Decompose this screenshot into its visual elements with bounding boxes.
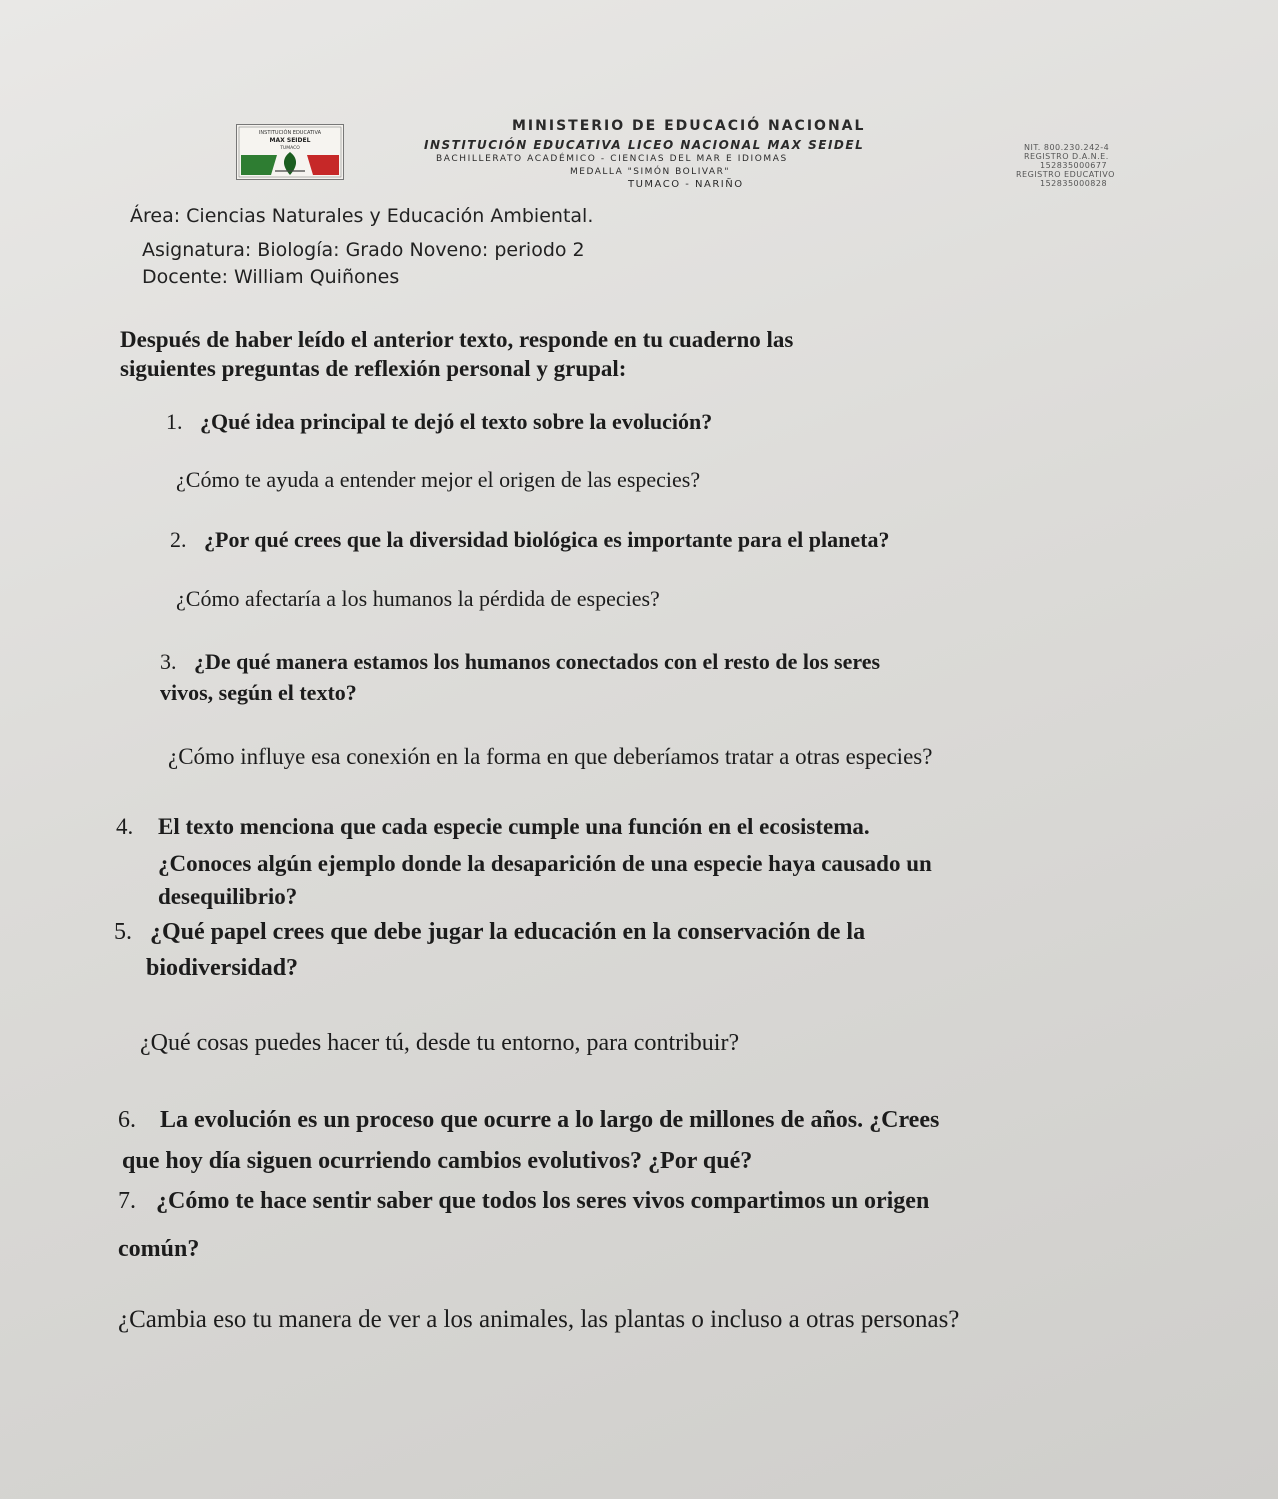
- question-3-text-line-1: ¿De qué manera estamos los humanos conectados con el resto de los seres: [194, 649, 881, 674]
- question-5-followup: ¿Qué cosas puedes hacer tú, desde tu entorno, para contribuir?: [140, 1030, 740, 1056]
- question-5-text-line-1: ¿Qué papel crees que debe jugar la educación en la conservación de la: [150, 919, 866, 945]
- area-line: Área: Ciencias Naturales y Educación Ambiental.: [130, 205, 594, 227]
- question-2-followup: ¿Cómo afectaría a los humanos la pérdida de especies?: [176, 586, 660, 611]
- header-educativo-number: 152835000828: [1040, 179, 1108, 188]
- logo-name-text: MAX SEIDEL: [269, 137, 311, 144]
- question-4-text-line-3: desequilibrio?: [158, 884, 298, 909]
- header-program: BACHILLERATO ACADÉMICO - CIENCIAS DEL MAR E IDIOMAS: [436, 154, 788, 164]
- question-1-number: 1.: [166, 409, 183, 434]
- question-3-followup: ¿Cómo influye esa conexión en la forma en que deberíamos tratar a otras especies?: [168, 744, 933, 769]
- question-7-number: 7.: [118, 1188, 136, 1214]
- question-2-number: 2.: [170, 527, 187, 552]
- header-ministry: MINISTERIO DE EDUCACIÓ NACIONAL: [512, 118, 866, 134]
- question-3-number: 3.: [160, 649, 177, 674]
- question-5-number: 5.: [114, 919, 132, 945]
- instructions-line-2: siguientes preguntas de reflexión personal y grupal:: [120, 356, 627, 381]
- header-nit: NIT. 800.230.242-4: [1024, 143, 1110, 152]
- question-6-text-line-2: que hoy día siguen ocurriendo cambios evolutivos? ¿Por qué?: [122, 1148, 753, 1174]
- question-3-text-line-2: vivos, según el texto?: [160, 680, 357, 705]
- question-2-text: ¿Por qué crees que la diversidad biológica es importante para el planeta?: [204, 527, 890, 552]
- header-medal: MEDALLA "SIMÓN BOLIVAR": [570, 167, 730, 177]
- header-city: TUMACO - NARIÑO: [628, 179, 744, 190]
- header-registro-educativo: REGISTRO EDUCATIVO: [1016, 170, 1115, 179]
- question-7-followup: ¿Cambia eso tu manera de ver a los animales, las plantas o incluso a otras personas?: [118, 1306, 960, 1333]
- logo-top-text: INSTITUCIÓN EDUCATIVA: [258, 130, 322, 136]
- header-institution: INSTITUCIÓN EDUCATIVA LICEO NACIONAL MAX SEIDEL: [424, 138, 865, 152]
- question-5-text-line-2: biodiversidad?: [146, 955, 299, 981]
- question-6-text-line-1: La evolución es un proceso que ocurre a lo largo de millones de años. ¿Crees: [160, 1107, 940, 1133]
- question-6-number: 6.: [118, 1107, 136, 1133]
- question-4-number: 4.: [116, 814, 134, 839]
- question-4-text-line-2: ¿Conoces algún ejemplo donde la desaparición de una especie haya causado un: [158, 851, 932, 876]
- question-7-text-line-1: ¿Cómo te hace sentir saber que todos los seres vivos compartimos un origen: [156, 1188, 930, 1214]
- header-dane-number: 152835000677: [1040, 161, 1108, 170]
- question-4-text-line-1: El texto menciona que cada especie cumple una función en el ecosistema.: [158, 814, 870, 839]
- header-registro-dane: REGISTRO D.A.N.E.: [1024, 152, 1109, 161]
- subject-line: Asignatura: Biología: Grado Noveno: periodo 2: [142, 239, 585, 261]
- question-1-followup: ¿Cómo te ayuda a entender mejor el origen de las especies?: [176, 467, 701, 492]
- question-1-text: ¿Qué idea principal te dejó el texto sobre la evolución?: [200, 409, 713, 434]
- school-logo: [236, 124, 344, 180]
- teacher-line: Docente: William Quiñones: [142, 266, 400, 288]
- instructions-line-1: Después de haber leído el anterior texto, responde en tu cuaderno las: [120, 327, 794, 352]
- question-7-text-line-2: común?: [118, 1236, 200, 1262]
- school-crest-icon: [237, 125, 343, 179]
- logo-city-text: TUMACO: [280, 146, 300, 151]
